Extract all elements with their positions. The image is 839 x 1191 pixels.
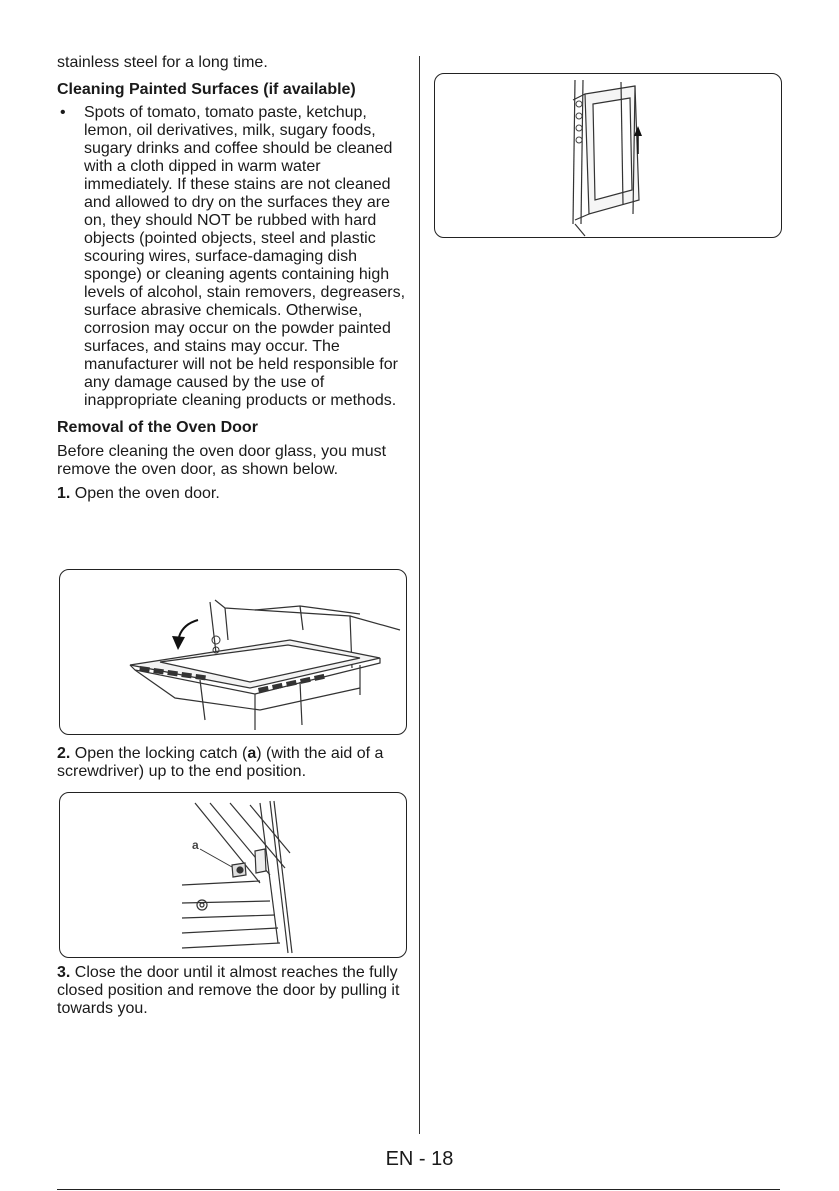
step-3-text: Close the door until it almost reaches the fully closed position and remove the door by pulling it towards you. — [57, 964, 400, 1017]
step-3 — [57, 964, 409, 1018]
figure-remove-door — [434, 73, 782, 238]
bullet-dot: • — [60, 104, 66, 121]
catch-label-a: a — [192, 838, 199, 852]
open-door-illustration — [60, 570, 406, 734]
page-number: EN - 18 — [385, 1148, 454, 1170]
step-2-bold: a — [247, 745, 257, 762]
figure-locking-catch — [59, 792, 407, 958]
locking-catch-illustration — [60, 793, 406, 957]
step-3-number: 3. — [57, 964, 71, 981]
left-column — [57, 54, 407, 503]
intro-line: stainless steel for a long time. — [57, 54, 268, 71]
painted-bullet — [57, 104, 407, 410]
step-1-text: Open the oven door. — [70, 485, 220, 502]
removal-heading: Removal of the Oven Door — [57, 419, 258, 436]
step-2-number: 2. — [57, 745, 71, 762]
step-2-post: ) (with the aid of a screwdriver) up to the end position. — [57, 745, 384, 780]
column-divider — [419, 56, 420, 1134]
step-2-pre: Open the locking catch ( — [70, 745, 248, 762]
step-1-number: 1. — [57, 485, 71, 502]
figure-open-door — [59, 569, 407, 735]
painted-heading: Cleaning Painted Surfaces (if available) — [57, 81, 356, 98]
step-2 — [57, 745, 407, 781]
footer-rule — [57, 1189, 780, 1190]
remove-door-illustration — [435, 74, 781, 237]
step-1 — [57, 485, 407, 503]
painted-bullet-text: Spots of tomato, tomato paste, ketchup, lemon, oil derivatives, milk, sugary foods, sugary drinks and coffee should be cleaned with a cloth dipped in warm water immediately. If these stains are not cleaned and allowed to dry on the surfaces they are on, they should NOT be rubbed with hard objects (pointed objects, steel and plastic scouring wires, surface-damaging dish sponge) or cleaning agents containing high levels of alcohol, stain removers, degreasers, surface abrasive chemicals. Otherwise, corrosion may occur on the powder painted surfaces, and stains may occur. The manufacturer will not be held responsible for any damage caused by the use of inappropriate cleaning products or methods. — [84, 104, 406, 409]
removal-intro: Before cleaning the oven door glass, you must remove the oven door, as shown below. — [57, 443, 387, 478]
